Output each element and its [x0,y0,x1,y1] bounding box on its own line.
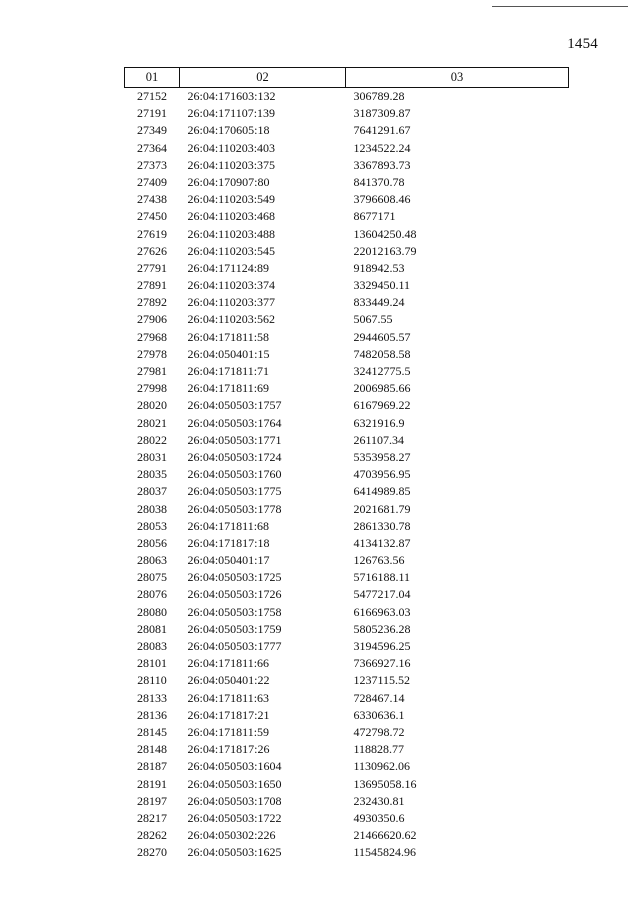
table-row [125,793,569,810]
cadastral-number-cell: 26:04:170907:80 [187,174,270,189]
record-number-cell: 27349 [137,123,167,138]
value-cell: 3187309.87 [353,106,411,121]
cadastral-number-cell: 26:04:171124:89 [187,260,270,275]
cadastral-number-cell: 26:04:171811:66 [187,656,270,671]
value-cell: 3367893.73 [353,157,411,172]
value-cell: 261107.34 [353,432,405,447]
table-row [125,655,569,672]
record-number-cell: 28031 [137,449,167,464]
cadastral-number-cell: 26:04:110203:377 [187,295,276,310]
cadastral-number-cell: 26:04:050503:1757 [187,398,282,413]
record-number-cell: 28053 [137,518,167,533]
cadastral-number-cell: 26:04:050401:22 [187,673,270,688]
page-number: 1454 [567,36,598,52]
value-cell: 6167969.22 [353,398,411,413]
table-row [125,329,569,346]
cadastral-number-cell: 26:04:171811:59 [187,724,270,739]
value-cell: 3796608.46 [353,192,411,207]
registry-table-container [124,67,568,861]
record-number-cell: 28145 [137,724,167,739]
table-row [125,122,569,139]
value-cell: 232430.81 [353,793,405,808]
value-cell: 3329450.11 [353,278,411,293]
value-cell: 21466620.62 [353,828,417,843]
cadastral-number-cell: 26:04:171811:63 [187,690,270,705]
cadastral-number-cell: 26:04:110203:468 [187,209,276,224]
record-number-cell: 28080 [137,604,167,619]
table-row [125,483,569,500]
table-header [125,68,569,88]
cadastral-number-cell: 26:04:110203:549 [187,192,276,207]
table-row [125,535,569,552]
cadastral-number-cell: 26:04:171811:69 [187,381,270,396]
record-number-cell: 27364 [137,140,167,155]
table-row [125,741,569,758]
table-row [125,810,569,827]
value-cell: 1130962.06 [353,759,411,774]
table-row [125,380,569,397]
record-number-cell: 27450 [137,209,167,224]
cadastral-number-cell: 26:04:110203:562 [187,312,276,327]
record-number-cell: 27892 [137,295,167,310]
registry-table [124,67,569,861]
record-number-cell: 28063 [137,553,167,568]
cadastral-number-cell: 26:04:171817:21 [187,707,270,722]
cadastral-number-cell: 26:04:050503:1777 [187,639,282,653]
table-row [125,621,569,638]
table-row [125,88,569,106]
value-cell: 6321916.9 [353,415,405,430]
record-number-cell: 28076 [137,587,167,602]
table-row [125,586,569,603]
cadastral-number-cell: 26:04:110203:403 [187,140,276,155]
table-row [125,569,569,586]
cadastral-number-cell: 26:04:050401:17 [187,553,270,568]
table-row [125,672,569,689]
record-number-cell: 27998 [137,381,167,396]
table-row [125,294,569,311]
table-row [125,397,569,414]
record-number-cell: 28262 [137,828,167,843]
table-row [125,432,569,449]
record-number-cell: 28217 [137,810,167,825]
value-cell: 4930350.6 [353,810,405,825]
cadastral-number-cell: 26:04:050503:1759 [187,621,282,636]
value-cell: 728467.14 [353,690,405,705]
cadastral-number-cell: 26:04:050503:1725 [187,570,282,585]
record-number-cell: 28020 [137,398,167,413]
cadastral-number-cell: 26:04:050503:1758 [187,604,282,619]
record-number-cell: 28022 [137,432,167,447]
record-number-cell: 28021 [137,415,167,430]
table-row [125,724,569,741]
record-number-cell: 28056 [137,535,167,550]
record-number-cell: 28083 [137,639,167,653]
value-cell: 5805236.28 [353,621,411,636]
value-cell: 4134132.87 [353,535,411,550]
value-cell: 5067.55 [353,312,393,327]
record-number-cell: 28133 [137,690,167,705]
value-cell: 2021681.79 [353,501,411,516]
record-number-cell: 28037 [137,484,167,499]
table-row [125,363,569,380]
cadastral-number-cell: 26:04:110203:545 [187,243,276,258]
record-number-cell: 27906 [137,312,167,327]
record-number-cell: 27409 [137,174,167,189]
table-row [125,552,569,569]
cadastral-number-cell: 26:04:050503:1764 [187,415,282,430]
value-cell: 306789.28 [353,89,405,103]
record-number-cell: 28270 [137,845,167,860]
record-number-cell: 28187 [137,759,167,774]
value-cell: 6414989.85 [353,484,411,499]
cadastral-number-cell: 26:04:110203:488 [187,226,276,241]
column-header-03: 03 [346,68,569,88]
value-cell: 2006985.66 [353,381,411,396]
value-cell: 7482058.58 [353,346,411,361]
value-cell: 22012163.79 [353,243,417,258]
record-number-cell: 27619 [137,226,167,241]
table-row [125,105,569,122]
cadastral-number-cell: 26:04:171811:58 [187,329,270,344]
value-cell: 32412775.5 [353,364,411,378]
value-cell: 8677171 [353,209,396,224]
record-number-cell: 27978 [137,346,167,361]
table-row [125,243,569,260]
table-row [125,208,569,225]
table-row [125,501,569,518]
table-row [125,415,569,432]
record-number-cell: 28075 [137,570,167,585]
column-header-01: 01 [125,68,180,88]
cadastral-number-cell: 26:04:050503:1760 [187,467,282,482]
cadastral-number-cell: 26:04:171603:132 [187,89,276,103]
table-row [125,191,569,208]
value-cell: 118828.77 [353,742,405,757]
record-number-cell: 28136 [137,707,167,722]
value-cell: 6166963.03 [353,604,411,619]
value-cell: 5716188.11 [353,570,411,585]
record-number-cell: 27891 [137,278,167,293]
record-number-cell: 28148 [137,742,167,757]
record-number-cell: 27191 [137,106,167,121]
record-number-cell: 28197 [137,793,167,808]
value-cell: 4703956.95 [353,467,411,482]
table-row [125,157,569,174]
table-row [125,311,569,328]
cadastral-number-cell: 26:04:050503:1771 [187,432,282,447]
record-number-cell: 28038 [137,501,167,516]
cadastral-number-cell: 26:04:050503:1775 [187,484,282,499]
cadastral-number-cell: 26:04:171817:26 [187,742,270,757]
table-row [125,226,569,243]
value-cell: 841370.78 [353,174,405,189]
cadastral-number-cell: 26:04:050302:226 [187,828,276,843]
header-row [125,68,569,88]
value-cell: 918942.53 [353,260,405,275]
table-row [125,449,569,466]
table-row [125,776,569,793]
table-row [125,690,569,707]
top-decorative-rule [492,6,628,7]
record-number-cell: 27791 [137,260,167,275]
table-row [125,174,569,191]
cadastral-number-cell: 26:04:050503:1650 [187,776,282,791]
cadastral-number-cell: 26:04:050503:1726 [187,587,282,602]
record-number-cell: 28191 [137,776,167,791]
value-cell: 2944605.57 [353,329,411,344]
table-row [125,707,569,724]
cadastral-number-cell: 26:04:171811:68 [187,518,270,533]
table-row [125,140,569,157]
value-cell: 1234522.24 [353,140,411,155]
record-number-cell: 27626 [137,243,167,258]
record-number-cell: 27152 [137,89,167,103]
record-number-cell: 28101 [137,656,167,671]
value-cell: 7641291.67 [353,123,411,138]
record-number-cell: 28081 [137,621,167,636]
table-row [125,638,569,655]
value-cell: 6330636.1 [353,707,405,722]
cadastral-number-cell: 26:04:050503:1724 [187,449,282,464]
table-row [125,827,569,844]
cadastral-number-cell: 26:04:050503:1604 [187,759,282,774]
table-row [125,346,569,363]
value-cell: 126763.56 [353,553,405,568]
value-cell: 5477217.04 [353,587,411,602]
value-cell: 13604250.48 [353,226,417,241]
cadastral-number-cell: 26:04:171811:71 [187,364,270,378]
value-cell: 5353958.27 [353,449,411,464]
cadastral-number-cell: 26:04:170605:18 [187,123,270,138]
record-number-cell: 27981 [137,364,167,378]
cadastral-number-cell: 26:04:050503:1722 [187,810,282,825]
table-row [125,604,569,621]
column-header-02: 02 [180,68,346,88]
table-row [125,518,569,535]
record-number-cell: 27373 [137,157,167,172]
value-cell: 3194596.25 [353,639,411,653]
cadastral-number-cell: 26:04:050503:1708 [187,793,282,808]
table-row [125,466,569,483]
record-number-cell: 28110 [137,673,167,688]
table-row [125,758,569,775]
cadastral-number-cell: 26:04:171817:18 [187,535,270,550]
value-cell: 833449.24 [353,295,405,310]
value-cell: 2861330.78 [353,518,411,533]
table-row [125,844,569,861]
cadastral-number-cell: 26:04:110203:374 [187,278,276,293]
cadastral-number-cell: 26:04:050503:1625 [187,845,282,860]
value-cell: 7366927.16 [353,656,411,671]
table-row [125,277,569,294]
record-number-cell: 27968 [137,329,167,344]
value-cell: 1237115.52 [353,673,411,688]
record-number-cell: 27438 [137,192,167,207]
value-cell: 11545824.96 [353,845,417,860]
cadastral-number-cell: 26:04:050401:15 [187,346,270,361]
cadastral-number-cell: 26:04:110203:375 [187,157,276,172]
record-number-cell: 28035 [137,467,167,482]
table-row [125,260,569,277]
cadastral-number-cell: 26:04:050503:1778 [187,501,282,516]
value-cell: 13695058.16 [353,776,417,791]
cadastral-number-cell: 26:04:171107:139 [187,106,276,121]
table-body [125,88,569,862]
value-cell: 472798.72 [353,724,405,739]
